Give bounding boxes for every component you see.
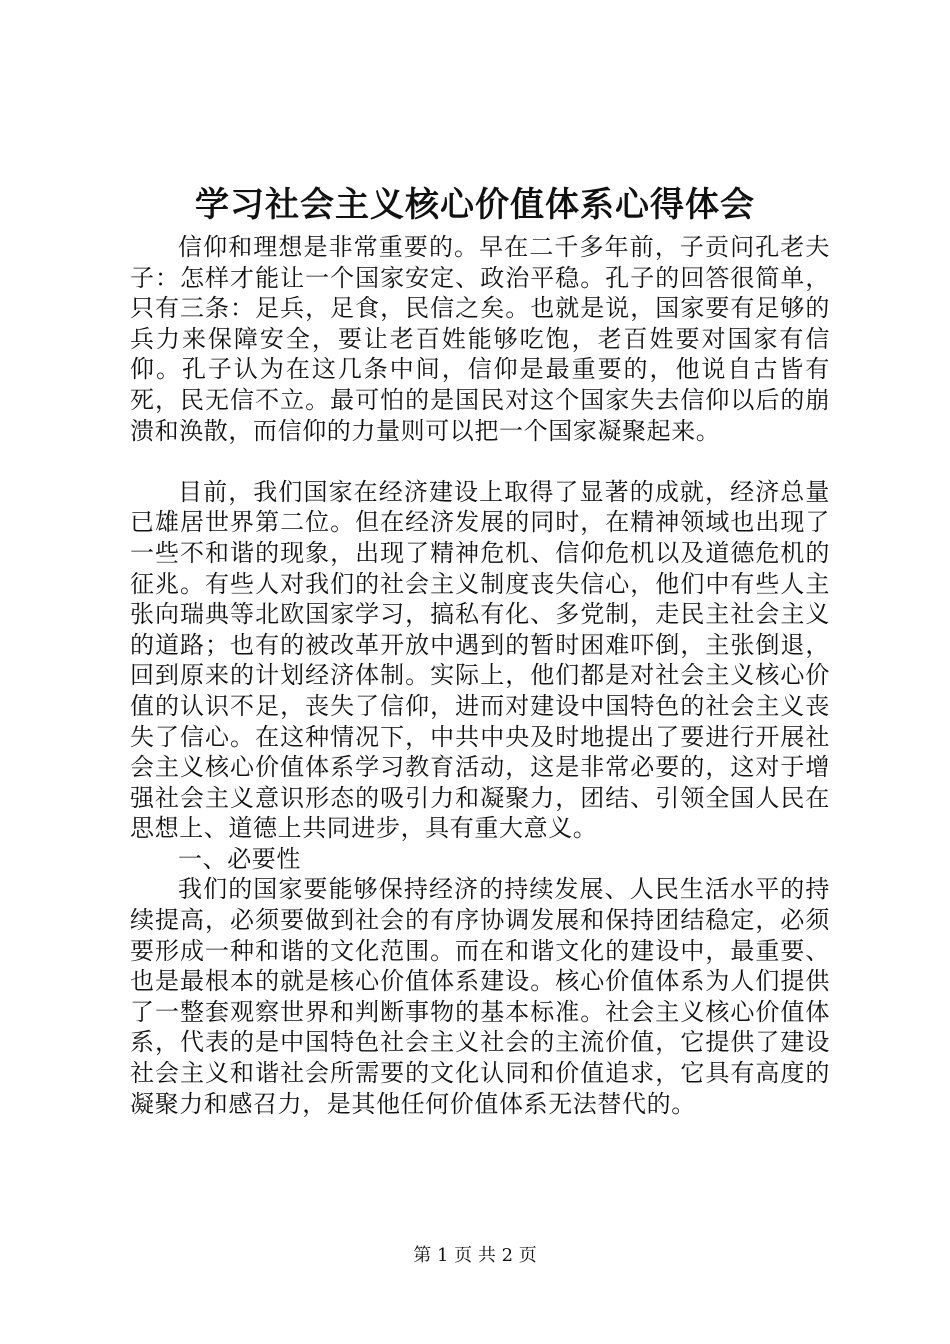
paragraph-intro: 信仰和理想是非常重要的。早在二千多年前，子贡问孔老夫子：怎样才能让一个国家安定、政治平稳。孔子的回答很简单，只有三条：足兵，足食，民信之矣。也就是说，国家要有足够的兵力来保障安全，要让老百姓能够吃饱，老百姓要对国家有信仰。孔子认为在这几条中间，信仰是最重要的，他说自古皆有死，民无信不立。最可怕的是国民对这个国家失去信仰以后的崩溃和涣散，而信仰的力量则可以把一个国家凝聚起来。 (130, 233, 830, 445)
section-heading-necessity: 一、必要性 (178, 844, 301, 873)
page-title: 学习社会主义核心价值体系心得体会 (195, 185, 755, 225)
paragraph-necessity: 我们的国家要能够保持经济的持续发展、人民生活水平的持续提高，必须要做到社会的有序协调发展和保持团结稳定，必须要形成一种和谐的文化范围。而在和谐文化的建设中，最重要、也是最根本的就是核心价值体系建设。核心价值体系为人们提供了一整套观察世界和判断事物的基本标准。社会主义核心价值体系，代表的是中国特色社会主义社会的主流价值，它提供了建设社会主义和谐社会所需要的文化认同和价值追求，它具有高度的凝聚力和感召力，是其他任何价值体系无法替代的。 (130, 875, 830, 1118)
page-footer: 第 1 页 共 2 页 (413, 1245, 537, 1266)
paragraph-current-situation: 目前，我们国家在经济建设上取得了显著的成就，经济总量已雄居世界第二位。但在经济发展的同时，在精神领域也出现了一些不和谐的现象，出现了精神危机、信仰危机以及道德危机的征兆。有些人对我们的社会主义制度丧失信心，他们中有些人主张向瑞典等北欧国家学习，搞私有化、多党制，走民主社会主义的道路；也有的被改革开放中遇到的暂时困难吓倒，主张倒退，回到原来的计划经济体制。实际上，他们都是对社会主义核心价值的认识不足，丧失了信仰，进而对建设中国特色的社会主义丧失了信心。在这种情况下，中共中央及时地提出了要进行开展社会主义核心价值体系学习教育活动，这是非常必要的，这对于增强社会主义意识形态的吸引力和凝聚力，团结、引领全国人民在思想上、道德上共同进步，具有重大意义。 (130, 477, 830, 843)
document-body (130, 232, 830, 1119)
